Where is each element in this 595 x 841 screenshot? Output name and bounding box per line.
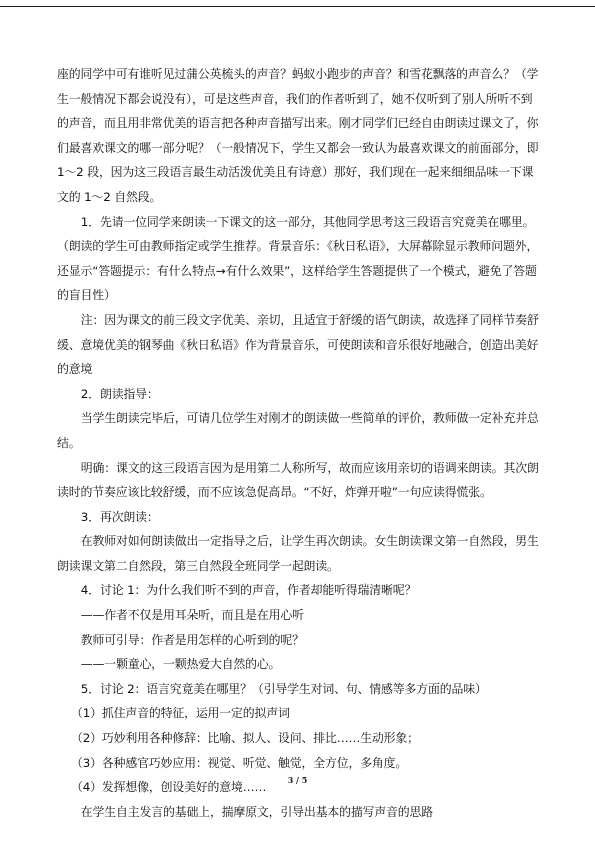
- paragraph-reading-evaluation: 当学生朗读完毕后，可请几位学生对刚才的朗读做一些简单的评价，教师做一定补充并总结。: [57, 411, 539, 450]
- answer-line: ——一颗童心，一颗热爱大自然的心。: [80, 657, 281, 672]
- list-item: （2）巧妙利用各种修辞：比喻、拟人、设问、排比……生动形象；: [71, 731, 419, 746]
- heading-step-3: 3．再次朗读：: [80, 509, 159, 524]
- answer-line: ——作者不仅是用耳朵听，而且是在用心听: [80, 608, 304, 623]
- heading-discussion-2: 5．讨论 2：语言究竟美在哪里？（引导学生对词、句、情感等多方面的品味）: [80, 681, 487, 696]
- paragraph-note: 注：因为课文的前三段文字优美、亲切，且适宜于舒缓的语气朗读，故选择了同样节奏舒缓、意境优美的钢琴曲《秋日私语》作为背景音乐，可使朗读和音乐很好地融合，创造出美好的意境: [57, 312, 539, 377]
- list-item: （4）发挥想像，创设美好的意境……: [71, 780, 267, 795]
- heading-step-2: 2．朗读指导：: [80, 386, 159, 401]
- paragraph-reread: 在教师对如何朗读做出一定指导之后，让学生再次朗读。女生朗读课文第一自然段，男生朗读课文第二自然段，第三自然段全班同学一起朗读。: [57, 534, 539, 573]
- guide-question: 教师可引导：作者是用怎样的心听到的呢？: [80, 632, 304, 647]
- list-item: （1）抓住声音的特征，运用一定的拟声词: [71, 706, 290, 721]
- header-rule: [0, 6, 595, 7]
- paragraph-clarification: 明确：课文的这三段语言因为是用第二人称所写，故而应该用亲切的语调来朗读。其次朗读时的节奏应该比较舒缓，而不应该急促高昂。“不好，炸弹开啦”一句应读得慌张。: [57, 460, 539, 500]
- paragraph-intro: 座的同学中可有谁听见过蒲公英梳头的声音？蚂蚁小跑步的声音？和雪花飘落的声音么？（学生一般情况下都会说没有），可是这些声音，我们的作者听到了，她不仅听到了别人所听不到的声音，而且用非常优美的语言把各种声音描写出来。刚才同学们已经自由朗读过课文了，你们最喜欢课文的哪一部分呢？（一般情况下，学生又都会一致认为最喜欢课文的前面部分，即 1～2 段，因为这三段语言最生动活泼优美且有诗意）那好，我们现在一起来细细品味一下课文的 1～2 自然段。: [57, 67, 539, 204]
- document-body: [57, 62, 539, 824]
- page-number: 3 / 5: [287, 775, 308, 785]
- list-item: （3）各种感官巧妙应用：视觉、听觉、触觉，全方位，多角度。: [71, 755, 408, 770]
- heading-discussion-1: 4．讨论 1：为什么我们听不到的声音，作者却能听得瑞清晰呢？: [80, 583, 417, 598]
- paragraph-step-1: 1．先请一位同学来朗读一下课文的这一部分，其他同学思考这三段语言究竟美在哪里。（朗读的学生可由教师指定或学生推荐。背景音乐：《秋日私语》，大屏幕除显示教师问题外，还显示“答题提示：有什么特点→有什么效果”，这样给学生答题提供了一个模式，避免了答题的盲目性）: [57, 214, 539, 303]
- paragraph-summary: 在学生自主发言的基础上，揣摩原文，引导出基本的描写声音的思路: [80, 804, 434, 819]
